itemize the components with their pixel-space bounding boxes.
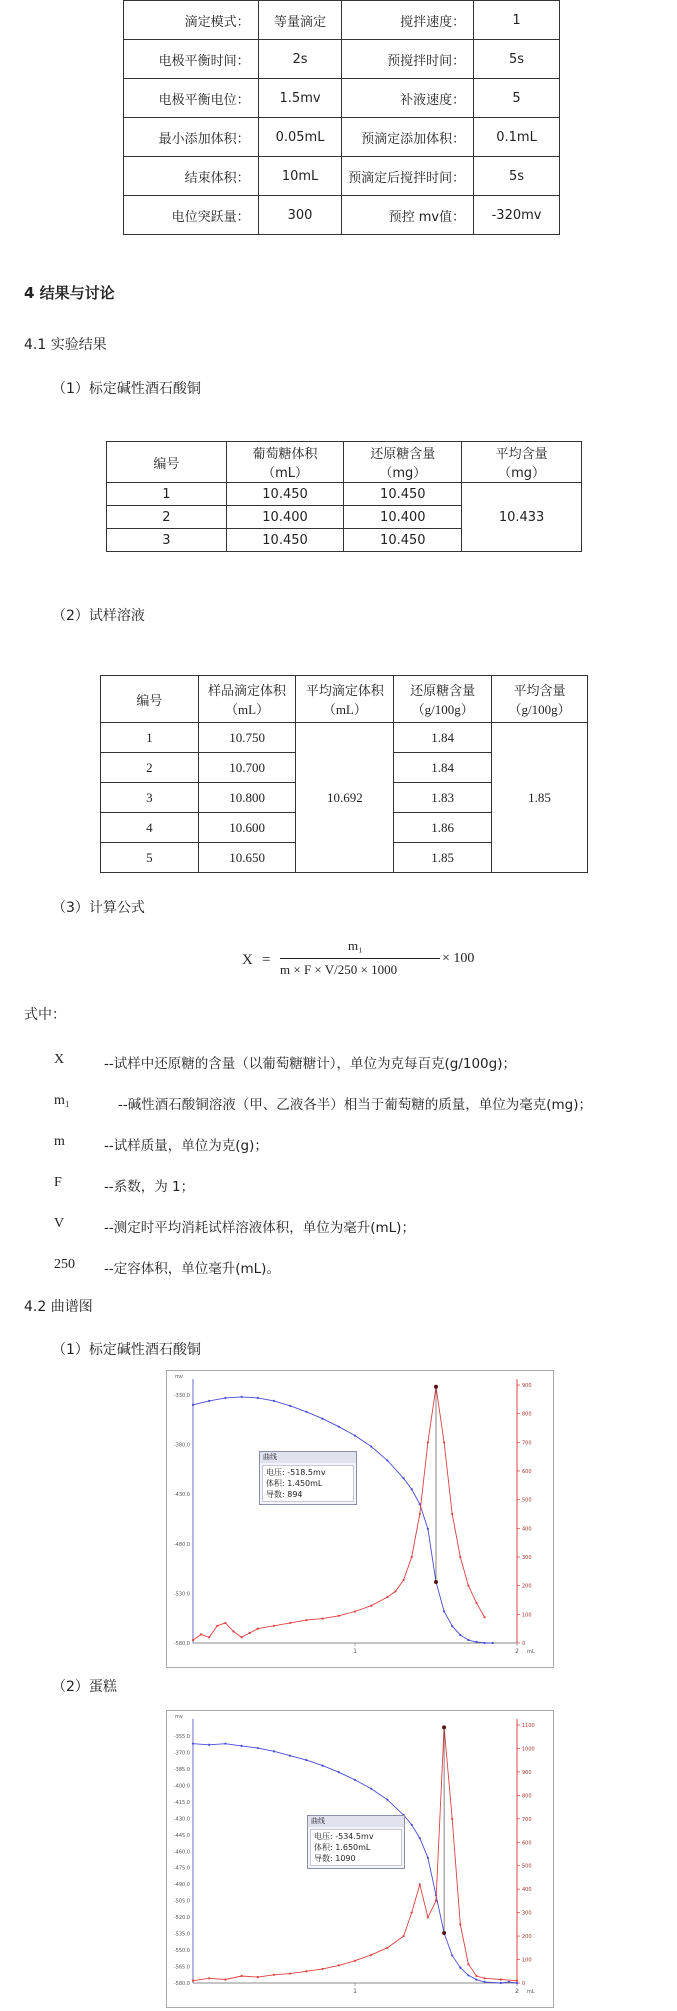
series-point-0 [305,1759,307,1761]
table-cell: 1 [101,723,199,753]
left-tick-label: -355.0 [173,1733,190,1740]
right-tick-label: 600 [522,1840,532,1847]
series-point-0 [451,1954,453,1956]
series-point-1 [427,1441,429,1443]
left-tick-label: -445.0 [173,1832,190,1839]
table-cell: 4 [101,813,199,843]
series-point-0 [354,1435,356,1437]
def-symbol: 250 [54,1257,75,1272]
chart-cake-tooltip [307,1815,405,1869]
series-point-0 [484,1642,486,1644]
series-point-1 [305,1619,307,1621]
series-point-1 [354,1610,356,1612]
table-cell: 1.84 [394,753,492,783]
right-tick-label: 800 [522,1411,532,1418]
series-point-1 [354,1960,356,1962]
param-label: 预滴定后搅拌时间： [342,157,474,196]
table-header-cell [101,676,199,723]
params-row [124,157,560,196]
tooltip-volume: 体积: 1.450mL [266,1479,323,1488]
series-point-0 [419,1837,421,1839]
left-tick-label: -565.0 [173,1964,190,1971]
table-row [107,483,582,506]
left-tick-label: -400.0 [173,1783,190,1790]
param-label: 最小添加体积： [124,118,259,157]
param-label: 滴定模式： [124,1,259,40]
series-point-0 [411,1824,413,1826]
param-label: 电极平衡时间： [124,40,259,79]
series-point-1 [411,1912,413,1914]
left-tick-label: -550.0 [173,1948,190,1955]
series-point-0 [475,1641,477,1643]
table-cell: 10.400 [344,506,462,529]
table-cell: 1.85 [394,843,492,873]
formula-fraction-bar [280,958,440,959]
table-header-row [107,442,582,483]
x-tick-label: 1 [353,1988,357,1995]
tooltip-title: 曲线 [308,1816,404,1827]
table-cell: 3 [107,529,227,552]
left-axis-unit: mv [175,1374,183,1380]
right-tick-label: 500 [522,1863,532,1870]
series-point-0 [322,1418,324,1420]
param-value: 10mL [258,157,342,196]
table-row [101,723,588,753]
param-value: 5s [474,157,560,196]
params-table [123,0,560,235]
table-header-cell [492,676,588,723]
series-point-0 [241,1396,243,1398]
table-header-cell [107,442,227,483]
series-point-0 [508,1981,510,1983]
table-cell: 10.450 [226,483,344,506]
right-tick-label: 1100 [522,1723,535,1729]
series-point-0 [427,1528,429,1530]
series-point-0 [386,1459,388,1461]
table-cell: 1.86 [394,813,492,843]
series-point-1 [394,1590,396,1592]
param-label: 预搅拌时间： [342,40,474,79]
left-tick-label: -530.0 [173,1591,190,1598]
table-header-cell [296,676,394,723]
chart-calibration-tooltip [259,1451,357,1505]
left-tick-label: -415.0 [173,1799,190,1806]
table-cell: 2 [107,506,227,529]
series-point-0 [467,1639,469,1641]
series-point-0 [289,1755,291,1757]
table-cell: 10.450 [344,483,462,506]
s42-sub1: （1）标定碱性酒石酸铜 [52,1342,201,1358]
series-point-0 [322,1765,324,1767]
series-point-0 [516,1982,518,1984]
header-text: （mL） [322,702,367,717]
series-point-1 [484,1616,486,1618]
tooltip-voltage: 电压: -518.5mv [266,1468,326,1477]
chart-calibration-svg [167,1371,553,1667]
series-point-0 [475,1979,477,1981]
average-volume-cell: 10.692 [296,723,394,873]
left-tick-label: -380.0 [173,1442,190,1449]
param-label: 结束体积： [124,157,259,196]
param-value: 0.05mL [258,118,342,157]
series-line-1 [193,1387,485,1640]
def-text: --碱性酒石酸铜溶液（甲、乙液各半）相当于葡萄糖的质量，单位为毫克(mg)； [118,1097,592,1113]
series-point-0 [338,1771,340,1773]
tooltip-derivative: 导数: 894 [266,1490,303,1499]
header-text: （mL） [225,702,270,717]
table-header-cell [462,442,582,483]
table-cell: 10.750 [198,723,296,753]
right-tick-label: 200 [522,1583,532,1590]
right-tick-label: 400 [522,1887,532,1894]
series-point-1 [403,1935,405,1937]
table-cell: 1.84 [394,723,492,753]
param-label: 电位突跃量： [124,196,259,235]
series-point-1 [370,1954,372,1956]
series-point-0 [403,1477,405,1479]
series-point-1 [370,1605,372,1607]
series-point-1 [451,1513,453,1515]
tooltip-title: 曲线 [260,1452,356,1463]
def-text: --定容体积，单位毫升(mL)。 [104,1261,280,1277]
series-point-1 [257,1628,259,1630]
def-symbol: V [54,1216,65,1231]
def-text: --系数，为 1； [104,1179,195,1195]
where-label: 式中： [24,1007,66,1023]
def-text: --测定时平均消耗试样溶液体积，单位为毫升(mL)； [104,1220,415,1236]
tooltip-derivative: 导数: 1090 [314,1854,356,1863]
table-cell: 10.600 [198,813,296,843]
table-cell: 1.83 [394,783,492,813]
series-point-0 [289,1405,291,1407]
x-tick-label: 1 [353,1648,357,1655]
left-tick-label: -370.0 [173,1750,190,1757]
series-point-1 [322,1968,324,1970]
left-tick-label: -475.0 [173,1865,190,1872]
param-value: 等量滴定 [258,1,342,40]
series-point-1 [289,1622,291,1624]
left-tick-label: -580.0 [173,1981,190,1987]
series-point-1 [200,1633,202,1635]
series-point-0 [459,1967,461,1969]
right-tick-label: 300 [522,1910,532,1917]
x-tick-label: 2 [515,1648,519,1655]
table-header-row [101,676,588,723]
def-symbol: F [54,1175,62,1190]
table-cell: 10.700 [198,753,296,783]
series-point-1 [443,1441,445,1443]
s41-title: 4.1 实验结果 [24,337,107,353]
right-tick-label: 1000 [522,1746,535,1753]
right-tick-label: 0 [522,1981,526,1987]
series-point-1 [224,1978,226,1980]
def-symbol: m [54,1134,65,1149]
average-cell: 10.433 [462,483,582,552]
param-value: 2s [258,40,342,79]
table-cell: 3 [101,783,199,813]
header-text: （g/100g） [411,702,474,717]
right-tick-label: 800 [522,1793,532,1800]
param-label: 预滴定添加体积： [342,118,474,157]
series-point-1 [208,1636,210,1638]
def-symbol: X [54,1052,65,1067]
series-point-1 [305,1970,307,1972]
header-text: 编号 [136,693,163,709]
param-value: 5 [474,79,560,118]
header-text: （mL） [262,466,308,481]
s41-sub1: （1）标定碱性酒石酸铜 [52,381,201,397]
right-tick-label: 100 [522,1957,532,1964]
formula-eq: = [262,952,271,968]
left-tick-label: -430.0 [173,1816,190,1823]
calibration-table [106,441,582,552]
right-tick-label: 600 [522,1469,532,1475]
table-cell: 10.650 [198,843,296,873]
formula-denominator: m × F × V/250 × 1000 [280,962,398,977]
param-label: 补液速度： [342,79,474,118]
table-cell: 10.450 [344,529,462,552]
series-point-1 [216,1625,218,1627]
series-point-0 [208,1744,210,1746]
series-point-0 [427,1857,429,1859]
params-row [124,196,560,235]
left-tick-label: -460.0 [173,1849,190,1856]
header-text: （mg） [498,466,546,481]
formula-numerator: m₁ [348,938,363,953]
tooltip-volume: 体积: 1.650mL [314,1843,371,1852]
series-point-0 [305,1411,307,1413]
x-axis-unit: mL [527,1649,535,1655]
left-tick-label: -535.0 [173,1931,190,1938]
series-point-1 [411,1556,413,1558]
table-header-cell [226,442,344,483]
table-cell: 10.800 [198,783,296,813]
series-point-1 [192,1639,194,1641]
right-tick-label: 100 [522,1612,532,1619]
series-line-0 [193,1397,493,1643]
series-point-1 [249,1632,251,1634]
series-point-1 [273,1625,275,1627]
header-text: 平均滴定体积 [305,684,384,699]
left-tick-label: -430.0 [173,1492,190,1499]
table-cell: 2 [101,753,199,783]
series-point-1 [475,1975,477,1977]
series-point-0 [192,1404,194,1406]
header-text: （mg） [379,466,427,481]
series-point-1 [208,1977,210,1979]
section4-title: 4 结果与讨论 [24,284,115,302]
formula [240,938,500,988]
header-text: 还原糖含量 [410,684,476,699]
params-row [124,118,560,157]
series-point-0 [370,1788,372,1790]
params-row [124,1,560,40]
header-text: 还原糖含量 [370,447,436,462]
param-value: 300 [258,196,342,235]
formula-multiplier: × 100 [442,951,475,966]
header-text: 平均含量 [495,447,548,462]
series-point-0 [208,1400,210,1402]
series-point-0 [386,1799,388,1801]
series-point-0 [443,1610,445,1612]
def-text: --试样中还原糖的含量（以葡萄糖糖计），单位为克每百克(g/100g)； [104,1056,516,1072]
table-header-cell [344,442,462,483]
series-point-1 [459,1556,461,1558]
series-point-0 [451,1625,453,1627]
right-tick-label: 500 [522,1497,532,1504]
series-point-1 [419,1883,421,1885]
series-point-1 [289,1973,291,1975]
average-content-cell: 1.85 [492,723,588,873]
param-label: 搅拌速度： [342,1,474,40]
series-point-0 [411,1488,413,1490]
series-point-1 [257,1976,259,1978]
table-cell: 10.450 [226,529,344,552]
series-point-0 [192,1743,194,1745]
left-tick-label: -480.0 [173,1541,190,1548]
params-row [124,79,560,118]
series-point-0 [273,1750,275,1752]
series-point-1 [322,1618,324,1620]
series-point-0 [224,1397,226,1399]
s42-title: 4.2 曲谱图 [24,1299,93,1315]
formula-lhs: X [242,952,253,968]
series-point-1 [427,1916,429,1918]
series-point-0 [467,1974,469,1976]
header-text: （g/100g） [508,702,571,717]
right-tick-label: 700 [522,1440,532,1447]
series-point-1 [459,1923,461,1925]
series-point-0 [459,1634,461,1636]
series-point-0 [241,1745,243,1747]
series-point-1 [338,1615,340,1617]
series-point-0 [257,1747,259,1749]
left-tick-label: -330.0 [173,1392,190,1399]
series-point-1 [467,1963,469,1965]
header-text: 样品滴定体积 [208,684,287,699]
chart-cake [166,1710,554,2008]
series-point-0 [484,1981,486,1983]
param-label: 预控 mv值： [342,196,474,235]
series-point-1 [192,1980,194,1982]
table-header-cell [394,676,492,723]
def-text: --试样质量，单位为克(g)； [104,1138,268,1154]
table-header-cell [198,676,296,723]
s41-sub2: （2）试样溶液 [52,608,145,624]
series-point-1 [467,1585,469,1587]
series-point-0 [500,1982,502,1984]
params-row [124,40,560,79]
left-tick-label: -505.0 [173,1898,190,1905]
series-point-1 [475,1602,477,1604]
param-value: 1.5mv [258,79,342,118]
chart-calibration [166,1370,554,1668]
series-point-0 [492,1642,494,1644]
series-point-1 [435,1900,437,1902]
series-point-1 [386,1947,388,1949]
right-tick-label: 200 [522,1934,532,1941]
series-point-1 [451,1818,453,1820]
series-point-1 [241,1636,243,1638]
param-value: -320mv [474,196,560,235]
left-axis-unit: mv [175,1714,183,1720]
def-symbol: m₁ [54,1093,70,1108]
right-tick-label: 0 [522,1641,526,1647]
series-point-1 [241,1975,243,1977]
series-point-0 [354,1779,356,1781]
s42-sub2: （2）蛋糕 [52,1679,117,1695]
x-axis-unit: mL [527,1989,535,1995]
series-point-0 [273,1400,275,1402]
series-point-1 [500,1978,502,1980]
series-point-1 [224,1622,226,1624]
header-text: 平均含量 [513,684,566,699]
series-point-1 [484,1977,486,1979]
table-cell: 5 [101,843,199,873]
param-value: 0.1mL [474,118,560,157]
right-tick-label: 300 [522,1555,532,1561]
left-tick-label: -490.0 [173,1882,190,1889]
series-point-0 [224,1743,226,1745]
x-tick-label: 2 [515,1988,519,1995]
sample-table [100,675,588,873]
left-tick-label: -580.0 [173,1641,190,1647]
series-point-1 [403,1579,405,1581]
s41-sub3: （3）计算公式 [52,900,145,916]
series-point-0 [338,1426,340,1428]
param-value: 5s [474,40,560,79]
left-tick-label: -520.0 [173,1915,190,1922]
table-cell: 10.400 [226,506,344,529]
series-point-1 [386,1596,388,1598]
header-text: 葡萄糖体积 [252,447,318,462]
left-tick-label: -385.0 [173,1766,190,1773]
right-tick-label: 900 [522,1383,532,1389]
param-label: 电极平衡电位： [124,79,259,118]
header-text: 编号 [153,456,180,472]
right-tick-label: 700 [522,1816,532,1823]
right-tick-label: 400 [522,1526,532,1533]
tooltip-voltage: 电压: -534.5mv [314,1832,374,1841]
series-point-0 [257,1397,259,1399]
right-tick-label: 900 [522,1769,532,1776]
series-point-1 [338,1964,340,1966]
param-value: 1 [474,1,560,40]
series-point-1 [273,1974,275,1976]
series-point-1 [516,1980,518,1982]
series-point-0 [370,1445,372,1447]
table-cell: 1 [107,483,227,506]
series-point-1 [419,1513,421,1515]
series-point-1 [232,1630,234,1632]
